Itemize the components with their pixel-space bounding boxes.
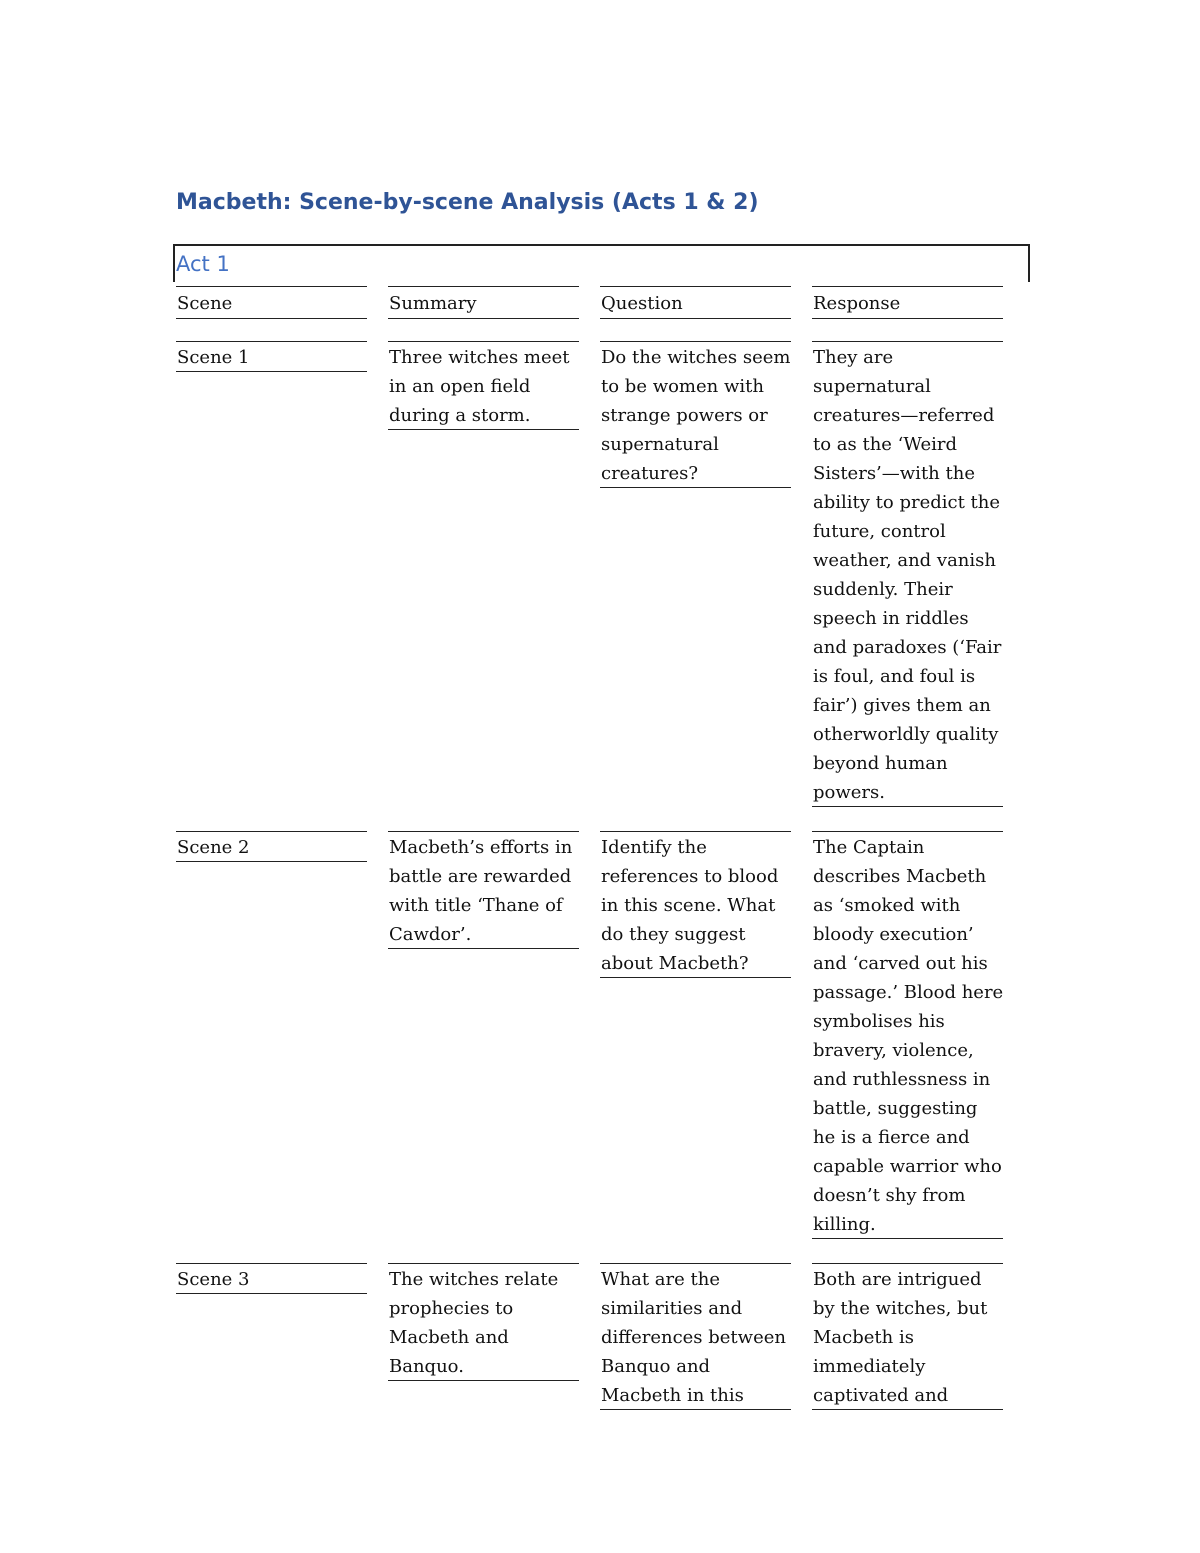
row-2-top-line xyxy=(600,831,791,832)
row-1-summary-underline xyxy=(388,429,579,430)
row-1-top-line xyxy=(812,341,1003,342)
table-cell-summary: Three witches meet in an open field during a storm. xyxy=(389,347,570,426)
table-cell-response: They are supernatural creatures—referred to as the ‘Weird Sisters’—with the ability to predict the future, control weather, and vanish suddenly. Their speech in riddles and paradoxes (‘Fair is foul, and foul is fair’) gives them an otherworldly quality beyond human powers. xyxy=(813,347,1002,803)
row-2-response-underline xyxy=(812,1238,1003,1239)
table-cell-question: Do the witches seem to be women with strange powers or supernatural creatures? xyxy=(601,347,791,484)
row-2-top-line xyxy=(812,831,1003,832)
act-heading: Act 1 xyxy=(176,252,230,276)
row-1-question-underline xyxy=(600,487,791,488)
row-2-top-line xyxy=(388,831,579,832)
act-box xyxy=(173,244,1030,282)
table-cell-question: Identify the references to blood in this scene. What do they suggest about Macbeth? xyxy=(601,837,779,974)
table-cell-scene: Scene 2 xyxy=(177,837,250,858)
row-3-top-line xyxy=(176,1263,367,1264)
row-1-scene-underline xyxy=(176,371,367,372)
row-2-scene-underline xyxy=(176,861,367,862)
row-2-question-underline xyxy=(600,977,791,978)
row-3-response-underline xyxy=(812,1409,1003,1410)
header-bottom-line-question xyxy=(600,318,791,319)
table-cell-response: The Captain describes Macbeth as ‘smoked with bloody execution’ and ‘carved out his passage.’ Blood here symbolises his bravery, violence, and ruthlessness in battle, suggesting he is a fierce and capable warrior who doesn’t shy from killing. xyxy=(813,837,1004,1235)
header-bottom-line-summary xyxy=(388,318,579,319)
header-bottom-line-scene xyxy=(176,318,367,319)
table-cell-response: Both are intrigued by the witches, but Macbeth is immediately captivated and xyxy=(813,1269,988,1406)
table-cell-scene: Scene 1 xyxy=(177,347,250,368)
row-3-top-line xyxy=(600,1263,791,1264)
table-cell-summary: Macbeth’s efforts in battle are rewarded with title ‘Thane of Cawdor’. xyxy=(389,837,573,945)
row-1-top-line xyxy=(388,341,579,342)
header-bottom-line-response xyxy=(812,318,1003,319)
row-2-top-line xyxy=(176,831,367,832)
row-3-question-underline xyxy=(600,1409,791,1410)
row-3-top-line xyxy=(388,1263,579,1264)
column-header-scene: Scene xyxy=(177,293,233,314)
row-1-top-line xyxy=(176,341,367,342)
row-2-summary-underline xyxy=(388,948,579,949)
row-3-top-line xyxy=(812,1263,1003,1264)
header-top-line-summary xyxy=(388,286,579,287)
table-cell-question: What are the similarities and differences between Banquo and Macbeth in this xyxy=(601,1269,786,1406)
row-1-top-line xyxy=(600,341,791,342)
header-top-line-response xyxy=(812,286,1003,287)
column-header-response: Response xyxy=(813,293,901,314)
row-3-scene-underline xyxy=(176,1293,367,1294)
row-3-summary-underline xyxy=(388,1380,579,1381)
row-1-response-underline xyxy=(812,806,1003,807)
column-header-question: Question xyxy=(601,293,683,314)
page-title: Macbeth: Scene-by-scene Analysis (Acts 1 & 2) xyxy=(176,190,759,215)
header-top-line-question xyxy=(600,286,791,287)
column-header-summary: Summary xyxy=(389,293,477,314)
table-cell-summary: The witches relate prophecies to Macbeth and Banquo. xyxy=(389,1269,559,1377)
header-top-line-scene xyxy=(176,286,367,287)
table-cell-scene: Scene 3 xyxy=(177,1269,250,1290)
